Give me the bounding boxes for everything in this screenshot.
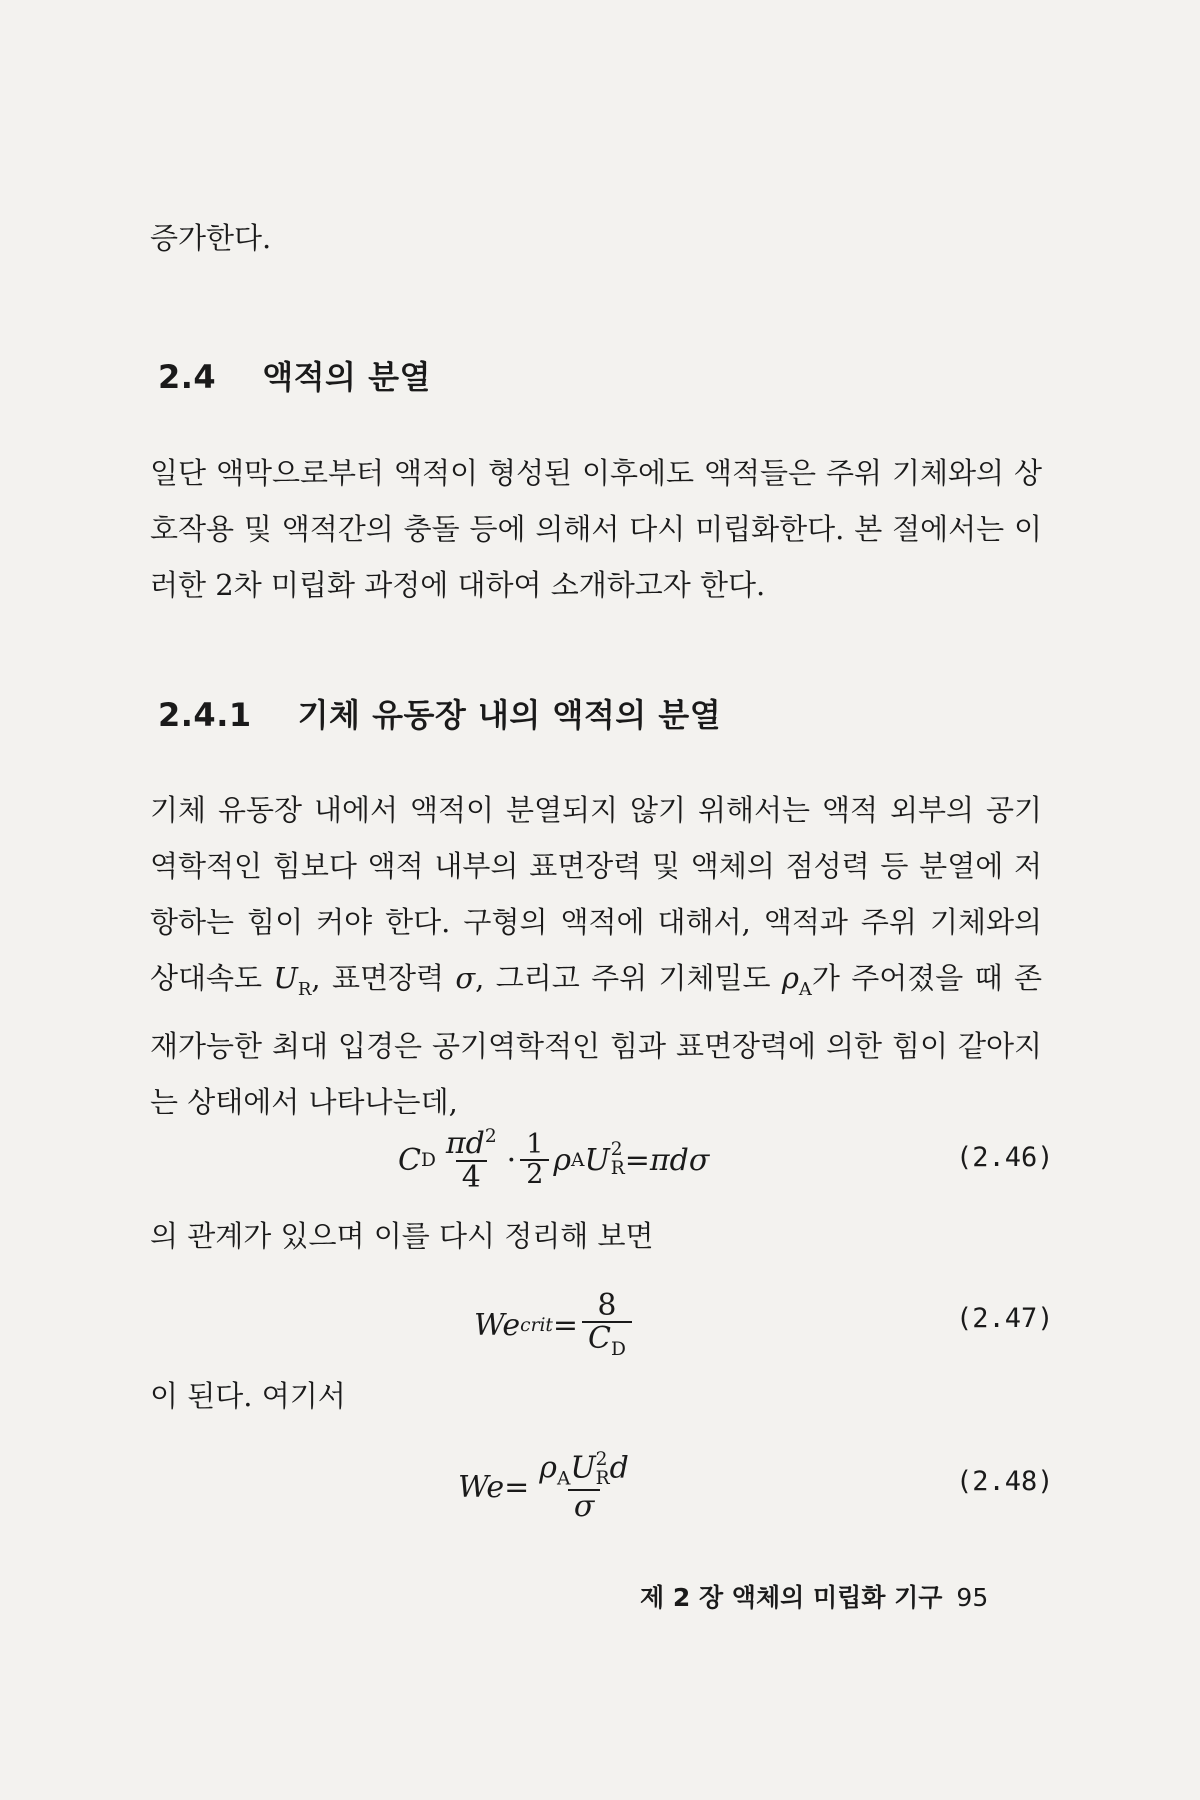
footer-chapter: 제 2 장 액체의 미립화 기구 (640, 1583, 943, 1612)
eq2-we-sub: crit (520, 1314, 553, 1336)
paragraph-2-part-4: 가 주어졌을 때 존재가능한 최대 입경은 공기역학적인 힘과 표면장력에 의한 힘이 같아지는 상태에서 나타나는데, (150, 961, 1042, 1119)
paragraph-2-part-2: , 표면장력 (311, 961, 456, 995)
eq1-rho: ρ (553, 1142, 572, 1178)
eq1-dot: · (506, 1142, 517, 1178)
eq3-num-rho: ρ (539, 1450, 557, 1486)
symbol-gas-density: ρ (781, 961, 799, 995)
eq2-fraction (582, 1287, 632, 1361)
symbol-gas-density-sub: A (798, 978, 812, 1000)
eq1-rho-sub: A (571, 1149, 585, 1171)
page-footer (640, 1578, 988, 1614)
subsection-number: 2.4.1 (158, 696, 252, 734)
eq1-u: U (584, 1142, 610, 1178)
footer-page-number: 95 (956, 1583, 989, 1612)
equation-2-47 (474, 1283, 636, 1367)
section-heading (158, 352, 431, 398)
eq2-equals: = (552, 1307, 579, 1343)
paragraph-2 (150, 782, 1042, 1130)
subsection-heading (158, 690, 721, 736)
paragraph-2-part-3: , 그리고 주위 기체밀도 (475, 961, 782, 995)
subsection-title: 기체 유동장 내의 액적의 분열 (297, 696, 722, 734)
eq1-u-sup: 2 (610, 1139, 623, 1161)
intro-text: 증가한다. (150, 221, 272, 255)
eq3-fraction (533, 1451, 635, 1523)
eq3-num-u-sup: 2 (595, 1449, 608, 1471)
eq3-we: We (458, 1469, 505, 1505)
equation-number-2-47: (2.47) (956, 1303, 1054, 1334)
eq1-frac2-num: 1 (526, 1128, 544, 1160)
equation-number-2-46: (2.46) (956, 1142, 1054, 1173)
paragraph-3: 의 관계가 있으며 이를 다시 정리해 보면 (150, 1219, 654, 1253)
eq2-num: 8 (597, 1287, 617, 1323)
eq3-num-rho-sub: A (556, 1468, 571, 1490)
paragraph-2-part-1: 기체 유동장 내에서 액적이 분열되지 않기 위해서는 액적 외부의 공기역학적인 힘보다 액적 내부의 표면장력 및 액체의 점성력 등 분열에 저항하는 힘이 커야 한다. 구형의 액적에 대해서, 액적과 주위 기체와의 상대속도 (150, 793, 1042, 995)
eq3-num-d: d (609, 1450, 629, 1486)
eq1-frac1-num: πd (445, 1126, 485, 1161)
equation-2-46 (398, 1120, 709, 1200)
eq1-rhs: =πdσ (624, 1142, 710, 1178)
eq1-frac1-den: 4 (456, 1160, 487, 1194)
paragraph-4: 이 된다. 여기서 (150, 1379, 346, 1413)
eq2-den-sub: D (611, 1339, 626, 1361)
symbol-relative-velocity: U (273, 961, 298, 995)
eq1-frac1-num-sup: 2 (484, 1126, 497, 1147)
eq3-num-u-sub: R (595, 1467, 610, 1489)
eq3-den: σ (573, 1489, 595, 1525)
eq3-equals: = (504, 1469, 530, 1505)
eq3-num-u: U (570, 1450, 596, 1486)
symbol-relative-velocity-sub: R (297, 978, 312, 1000)
eq1-fraction-1 (440, 1127, 503, 1193)
eq2-den: C (588, 1321, 611, 1357)
eq1-cd-sub: D (420, 1149, 436, 1171)
paragraph-1: 일단 액막으로부터 액적이 형성된 이후에도 액적들은 주위 기체와의 상호작용 및 액적간의 충돌 등에 의해서 다시 미립화한다. 본 절에서는 이러한 2차 미립화 과정에 대하여 소개하고자 한다. (150, 456, 1042, 602)
eq1-frac2-den: 2 (520, 1159, 549, 1189)
section-title: 액적의 분열 (262, 358, 431, 396)
section-number: 2.4 (158, 358, 217, 396)
eq1-fraction-2 (520, 1128, 549, 1190)
eq1-cd: C (398, 1142, 421, 1178)
symbol-surface-tension: σ (455, 961, 476, 995)
eq1-u-sub: R (610, 1158, 625, 1179)
equation-2-48 (458, 1445, 639, 1529)
equation-number-2-48: (2.48) (956, 1466, 1054, 1497)
eq2-we: We (474, 1307, 521, 1343)
